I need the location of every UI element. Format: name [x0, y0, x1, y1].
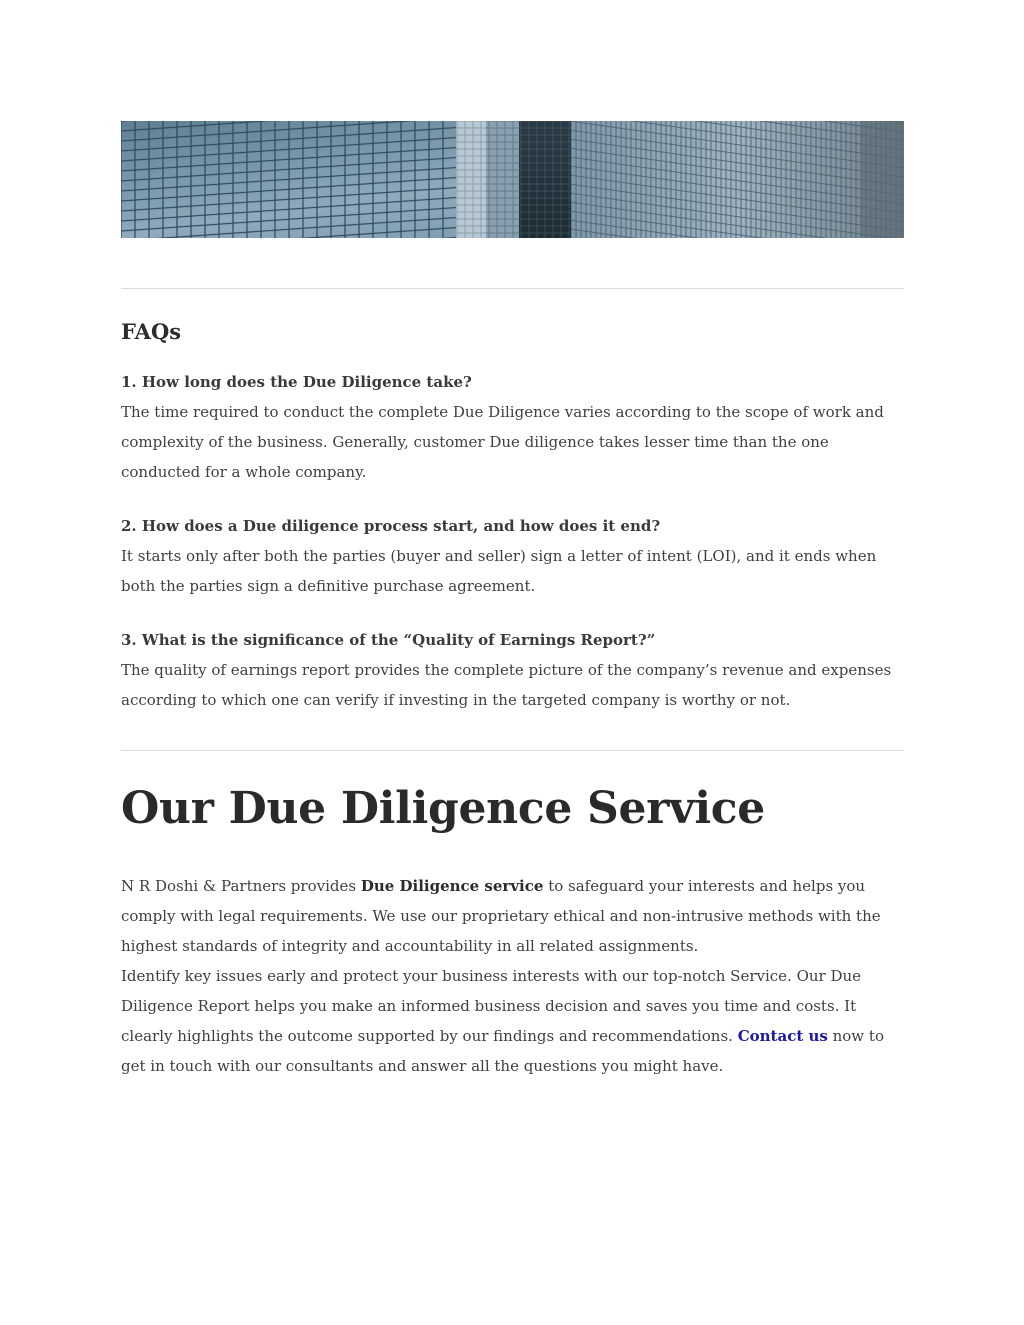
service-paragraph-1 [121, 871, 904, 961]
service-text: to safeguard your interests and helps you comply with legal requirements. We use our proprietary ethical and non-intrusive methods with the highest standards of integrity and accountability in all related assignments. [121, 877, 881, 955]
faq-answer: It starts only after both the parties (buyer and seller) sign a letter of intent (LOI), and it ends when both the parties sign a definitive purchase agreement. [121, 547, 877, 595]
page-content [121, 121, 904, 1081]
faq-item [121, 625, 904, 715]
service-description [121, 871, 904, 1081]
service-text: now to get in touch with our consultants and answer all the questions you might have. [121, 1027, 884, 1075]
faq-list [121, 367, 904, 715]
service-text: N R Doshi & Partners provides [121, 877, 361, 895]
section-divider [121, 750, 904, 751]
faq-question: 1. How long does the Due Diligence take? [121, 373, 472, 391]
building-glass-facade-image [121, 121, 904, 238]
faq-item [121, 367, 904, 487]
faq-question: 3. What is the significance of the “Quality of Earnings Report?” [121, 631, 656, 649]
contact-us-link[interactable]: Contact us [737, 1027, 828, 1045]
faq-answer: The quality of earnings report provides the complete picture of the company’s revenue and expenses according to which one can verify if investing in the targeted company is worthy or not. [121, 661, 892, 709]
section-divider [121, 288, 904, 289]
faq-answer: The time required to conduct the complete Due Diligence varies according to the scope of work and complexity of the business. Generally, customer Due diligence takes lesser time than the one conducted for a whole company. [121, 403, 884, 481]
service-title: Our Due Diligence Service [121, 783, 765, 834]
service-paragraph-2 [121, 961, 904, 1081]
service-highlight: Due Diligence service [360, 877, 544, 895]
faq-heading: FAQs [121, 319, 182, 344]
faq-question: 2. How does a Due diligence process start, and how does it end? [121, 517, 661, 535]
faq-item [121, 511, 904, 601]
service-text: Identify key issues early and protect your business interests with our top-notch Service. Our Due Diligence Report helps you make an informed business decision and saves you time and costs. It clearly highlights the outcome supported by our findings and recommendations. [121, 967, 862, 1045]
